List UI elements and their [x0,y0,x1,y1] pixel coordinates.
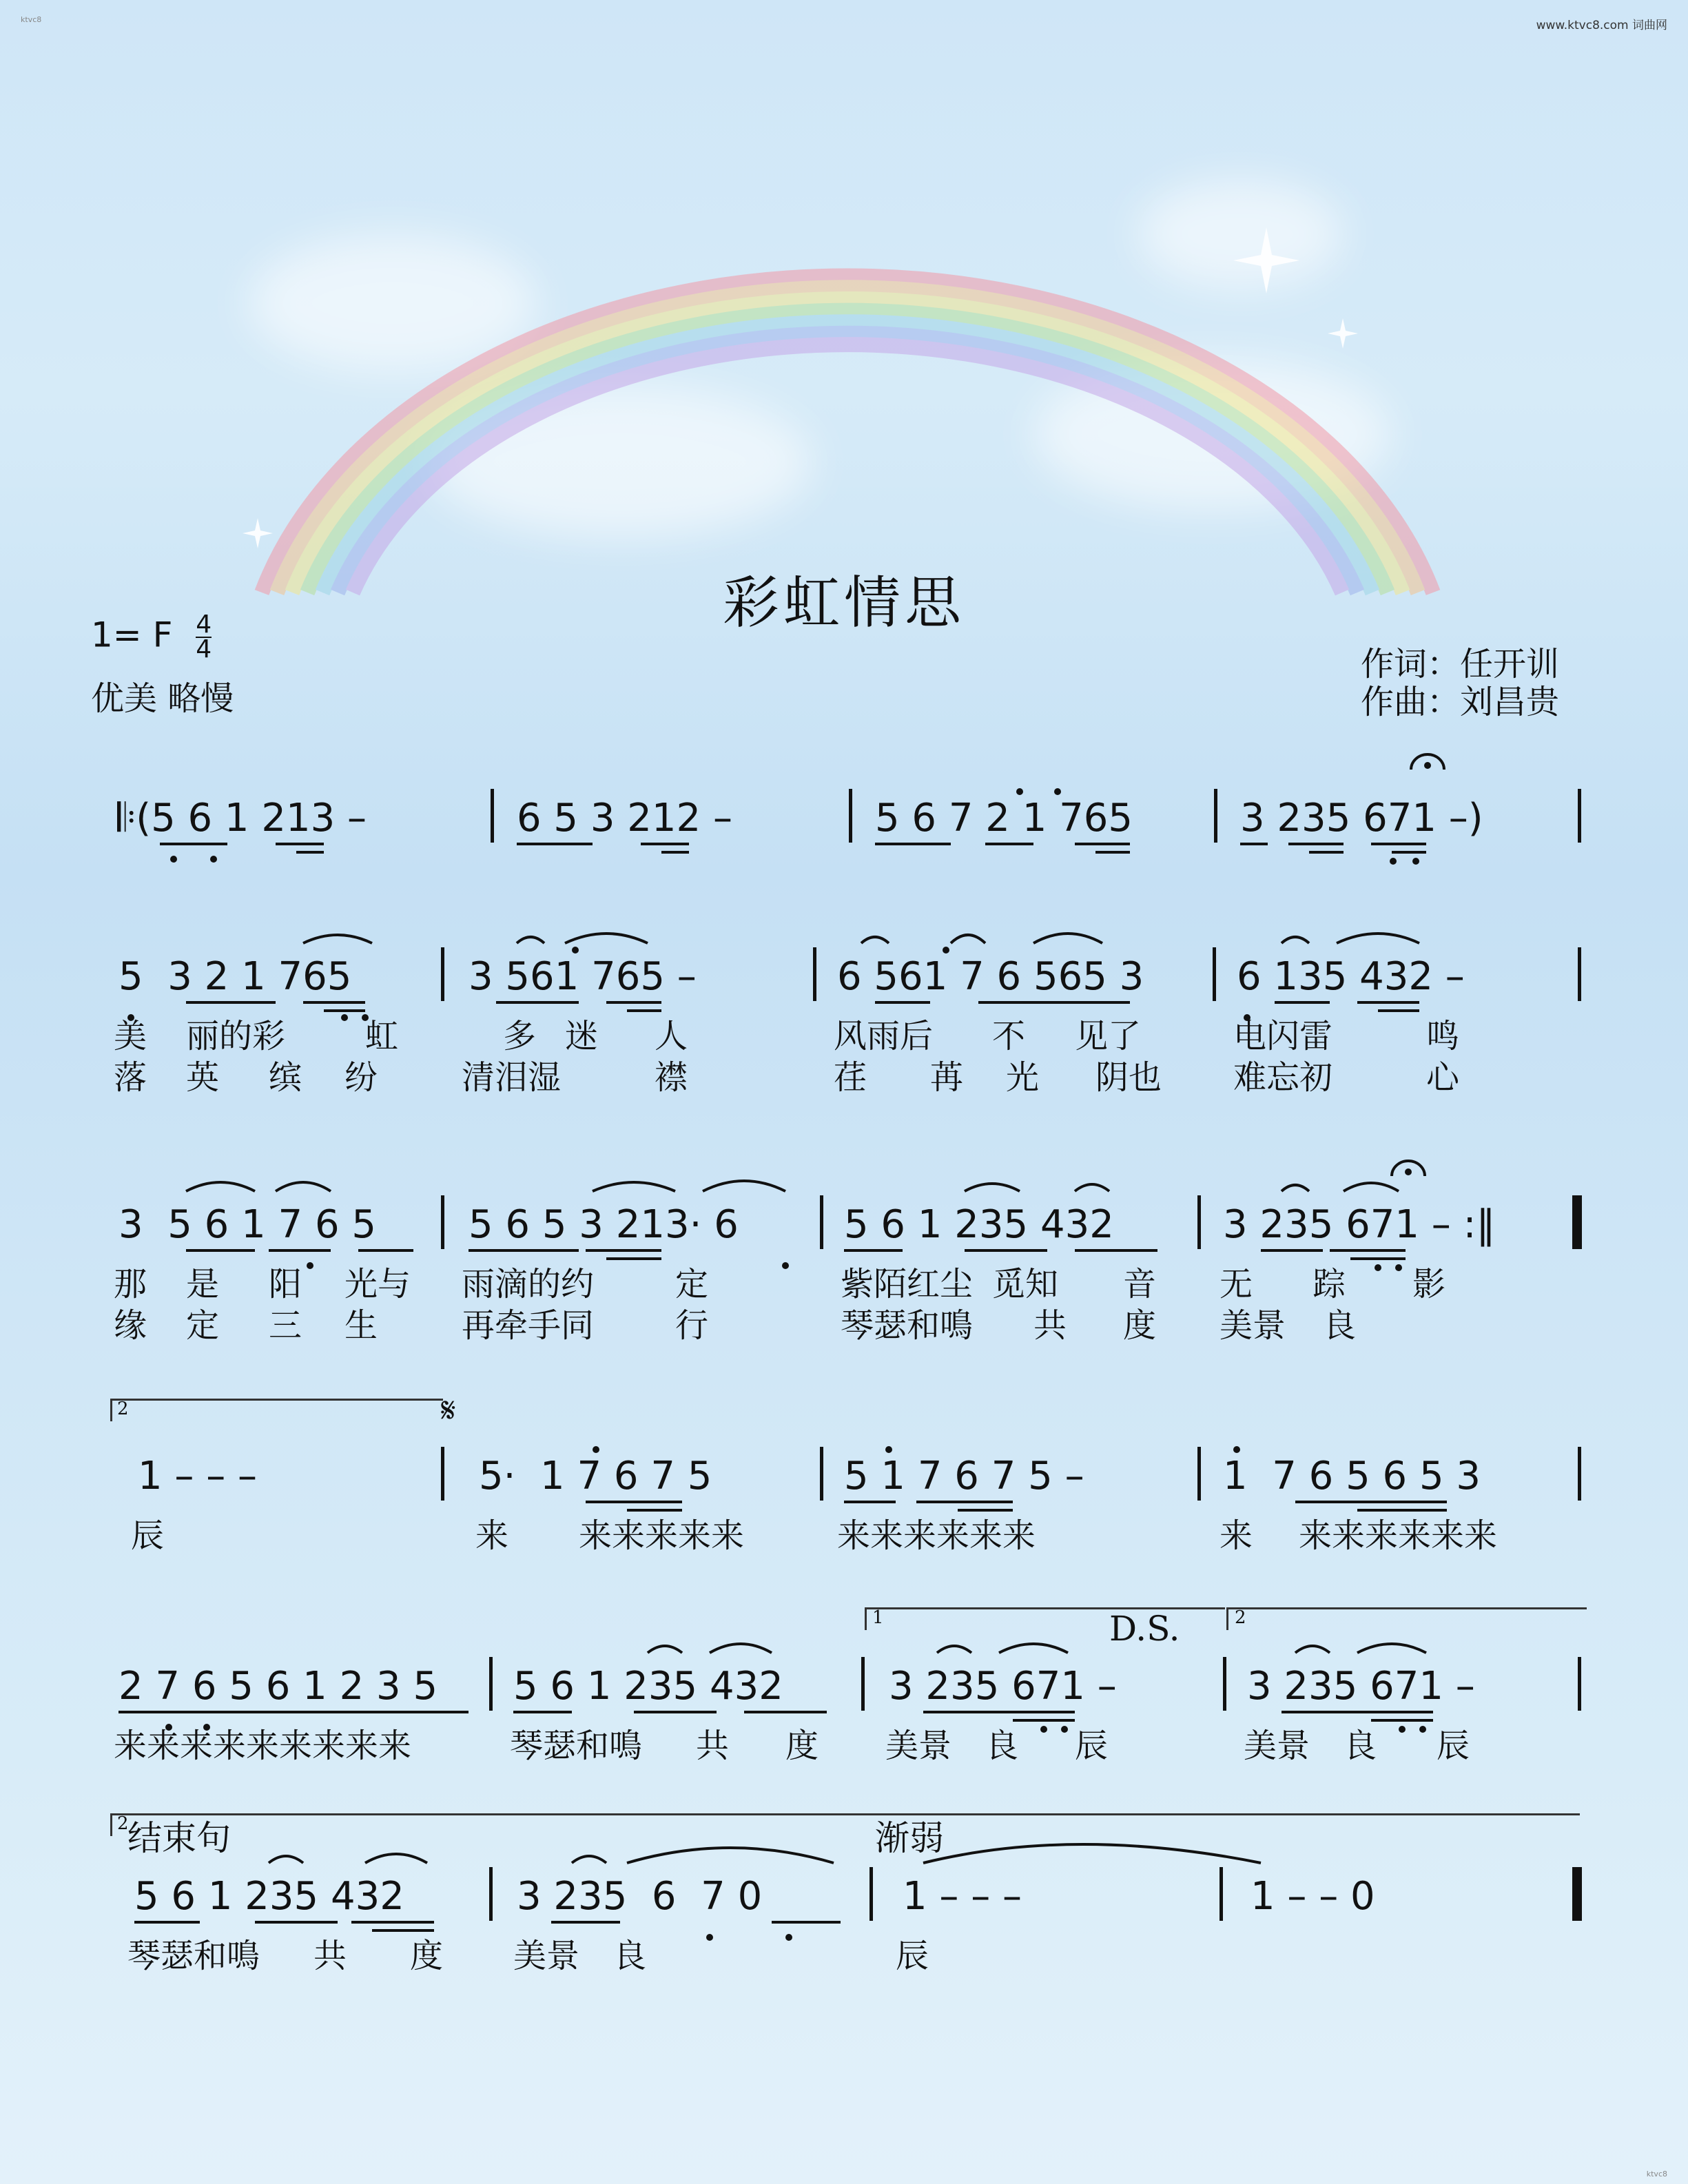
lyric: 缘 [114,1306,147,1345]
lyric: 良 [1344,1727,1377,1765]
lyric: 琴瑟和鳴 [510,1727,643,1765]
lyric: 清泪湿 [462,1058,562,1097]
lyric: 影 [1412,1265,1446,1304]
dal-segno-mark: D.S. [1109,1609,1180,1649]
measure: 1 – – – [138,1454,258,1498]
lyric: 美景 [1219,1306,1286,1345]
lyric: 阴也 [1095,1058,1162,1097]
lyric: 无 [1219,1265,1253,1304]
lyric: 迷 [565,1017,599,1055]
volta-number: 2 [117,1813,129,1834]
lyric: 共 [313,1937,347,1975]
lyric: 行 [675,1306,709,1345]
measure: 3 235 671 – [889,1664,1117,1709]
volta-number-1: 1 [872,1607,884,1628]
lyricist-credit: 作词：任开训 [1361,645,1560,683]
key-signature [91,610,212,663]
lyric: 紫陌红尘 [841,1265,974,1304]
volta-bracket-2 [1226,1607,1587,1630]
lyric: 度 [785,1727,819,1765]
lyric: 多 [503,1017,537,1055]
lyric: 踪 [1313,1265,1346,1304]
measure: 5· 1 7 6 7 5 [479,1454,712,1498]
measure: 3 235 6 7 0 [517,1874,763,1919]
lyric: 共 [696,1727,730,1765]
song-title: 彩虹情思 [722,570,965,636]
lyric: 定 [675,1265,709,1304]
lyric: 落 [114,1058,147,1097]
measure: 5 3 2 1 765 [119,954,352,999]
lyric: 丽的彩 [186,1017,286,1055]
lyric: 来 [475,1516,509,1555]
lyric: 见了 [1075,1017,1142,1055]
lyric: 觅知 [992,1265,1059,1304]
lyric: 辰 [131,1516,165,1555]
lyric: 良 [1323,1306,1357,1345]
lyric: 音 [1123,1265,1157,1304]
volta-number-2: 2 [1235,1607,1246,1628]
measure: 6 5 3 212 – [517,796,732,841]
measure: 5 6 1 235 432 [844,1202,1114,1247]
segno-sign: 𝄋 [441,1390,456,1430]
site-watermark: www.ktvc8.com 词曲网 [1536,19,1667,32]
lyric: 共 [1033,1306,1067,1345]
lyric: 定 [186,1306,220,1345]
lyric: 心 [1426,1058,1460,1097]
measure: 3 235 671 – [1247,1664,1475,1709]
lyric: 美景 [885,1727,952,1765]
lyric: 人 [655,1017,688,1055]
measure: 3 561 765 – [469,954,697,999]
lyric: 电闪雷 [1233,1017,1333,1055]
lyric: 三 [269,1306,302,1345]
measure: 𝄆(5 6 1 213 – [117,796,367,841]
time-signature [196,610,212,663]
lyric: 虹 [365,1017,399,1055]
ending-label: 结束句 [127,1818,231,1858]
lyric: 是 [186,1265,220,1304]
lyric: 纷 [344,1058,378,1097]
lyric: 度 [1123,1306,1157,1345]
diminuendo-label: 渐弱 [875,1818,944,1858]
composer-credit: 作曲：刘昌贵 [1361,683,1560,721]
lyric: 襟 [655,1058,688,1097]
footer-watermark: ktvc8 [1646,2170,1667,2178]
measure: 5 6 5 3 213· 6 [469,1202,739,1247]
lyric: 光与 [344,1265,411,1304]
lyric: 生 [344,1306,378,1345]
lyric: 鸣 [1426,1017,1460,1055]
measure: 5 1 7 6 7 5 – [844,1454,1084,1498]
lyric: 缤 [269,1058,302,1097]
lyric: 琴瑟和鳴 [127,1937,260,1975]
measure: 1 – – – [903,1874,1022,1919]
measure: 3 5 6 1 7 6 5 [119,1202,377,1247]
lyric: 不 [992,1017,1026,1055]
volta-number: 2 [117,1399,129,1419]
lyric: 辰 [1437,1727,1470,1765]
lyric: 阳 [269,1265,302,1304]
measure: 1 7 6 5 6 5 3 [1223,1454,1481,1498]
lyric: 美景 [1244,1727,1310,1765]
measure: 3 235 671 – :‖ [1223,1202,1496,1247]
rainbow-illustration [0,0,1688,620]
lyric: 再牵手同 [462,1306,595,1345]
lyric: 来来来来来来来来来 [114,1727,412,1765]
time-sig-bottom: 4 [196,635,212,663]
lyric: 来来来来来来 [837,1516,1036,1555]
measure: 5 6 7 2 1 765 [875,796,1133,841]
lyric: 那 [114,1265,147,1304]
lyric: 英 [186,1058,220,1097]
measure: 6 135 432 – [1237,954,1465,999]
tempo-marking: 优美 略慢 [91,679,234,718]
measure: 1 – – 0 [1250,1874,1375,1919]
lyric: 风雨后 [834,1017,934,1055]
lyric: 美 [114,1017,147,1055]
time-sig-top: 4 [196,610,212,639]
lyric: 苒 [930,1058,964,1097]
lyric: 度 [410,1937,444,1975]
volta-bracket [110,1399,443,1421]
key-label: 1= F [91,615,173,655]
measure: 6 561 7 6 565 3 [837,954,1144,999]
lyric: 荏 [834,1058,867,1097]
lyric: 来来来来来 [579,1516,745,1555]
lyric: 琴瑟和鳴 [841,1306,974,1345]
lyric: 来来来来来来 [1299,1516,1498,1555]
lyric: 良 [613,1937,647,1975]
measure: 3 235 671 –) [1240,796,1483,841]
lyric: 辰 [896,1937,929,1975]
measure: 5 6 1 235 432 [513,1664,783,1709]
lyric: 良 [985,1727,1019,1765]
lyric: 来 [1219,1516,1253,1555]
lyric: 光 [1006,1058,1040,1097]
watermark: ktvc8 [21,15,42,24]
measure: 2 7 6 5 6 1 2 3 5 [119,1664,438,1709]
volta-bracket [110,1813,1580,1836]
lyric: 难忘初 [1233,1058,1333,1097]
lyric: 美景 [513,1937,580,1975]
measure: 5 6 1 235 432 [134,1874,404,1919]
lyric: 辰 [1075,1727,1109,1765]
lyric: 雨滴的约 [462,1265,595,1304]
underlines [0,796,1688,899]
